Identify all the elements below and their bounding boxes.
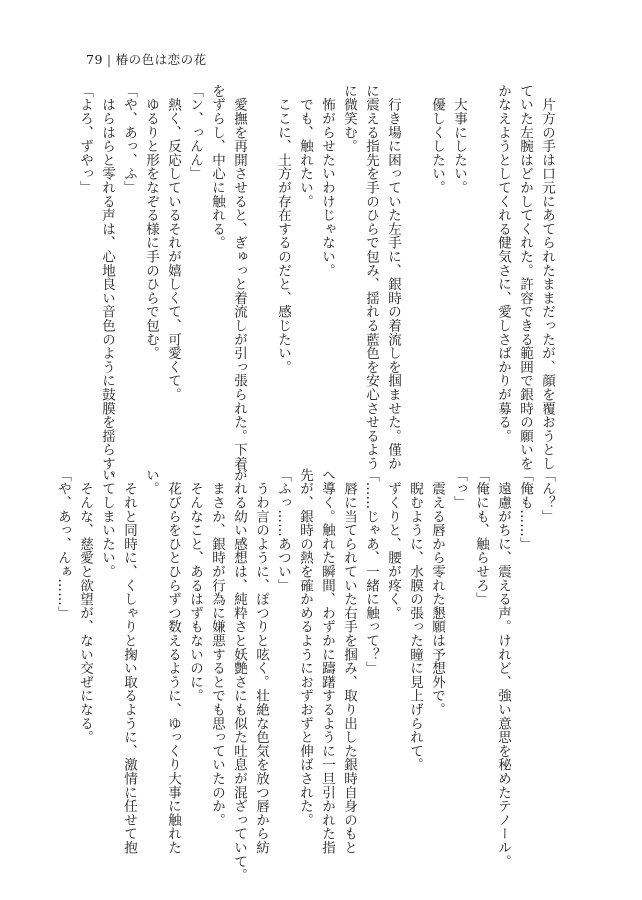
text-line: 片方の手は口元にあてられたままだったが、顔を覆おうとし bbox=[539, 84, 555, 471]
text-line: 遠慮がちに、震える声。けれど、強い意思を秘めたテノール。 bbox=[495, 468, 511, 869]
dialogue-line: 「ん？」 bbox=[539, 468, 555, 524]
text-line: それと同時に、くしゃりと掬い取るように、激情に任せて抱 bbox=[121, 468, 137, 855]
blank-line bbox=[250, 84, 272, 436]
text-line: かなえようとしてくれる健気さに、愛しさばかりが募る。 bbox=[495, 84, 511, 443]
dialogue-line: 「ふっ……あつい」 bbox=[275, 468, 291, 593]
text-block-lower bbox=[55, 468, 558, 882]
dialogue-line: 「っ」 bbox=[451, 468, 467, 510]
text-line: でも、触れたい。 bbox=[297, 84, 313, 209]
text-block-upper bbox=[77, 84, 558, 485]
text-line: まさか、銀時が行為に嫌悪するとでも思っていたのか。 bbox=[209, 468, 225, 827]
text-line: に震える指先を手のひらで包み、揺れる藍色を安心させるよう bbox=[363, 84, 379, 471]
text-line: はらはらと零れる声は、心地良い音色のように鼓膜を揺らす。 bbox=[99, 84, 115, 485]
text-line: 大事にしたい。 bbox=[451, 84, 467, 195]
header-separator: | bbox=[106, 52, 112, 67]
text-line: 行き場に困っていた左手に、銀時の着流しを掴ませた。僅か bbox=[385, 84, 401, 471]
dialogue-line: 「俺も……」 bbox=[517, 468, 533, 551]
text-line: 先が、銀時の熱を確かめるようにおずおずと伸ばされた。 bbox=[297, 468, 313, 827]
text-line: うわ言のように、ぽつりと呟く。壮絶な色気を放つ唇から紡 bbox=[253, 468, 269, 855]
text-line: へ導く。触れた瞬間、わずかに躊躇するように一旦引かれた指 bbox=[319, 468, 335, 855]
text-line: がれる幼い感想は、純粋さと妖艶さにも似た吐息が混ざっていて。 bbox=[231, 468, 247, 882]
text-line: いてしまいたい。 bbox=[99, 468, 115, 579]
dialogue-line: 「や、あっ、んぁ……」 bbox=[55, 468, 71, 620]
text-line: い。 bbox=[143, 468, 159, 496]
text-line: そんな、慈愛と欲望が、ない交ぜになる。 bbox=[77, 468, 93, 744]
text-line: ずくりと、腰が疼く。 bbox=[385, 468, 401, 620]
text-line: 震える唇から零れた懇願は予想外で。 bbox=[429, 468, 445, 717]
text-line: 唇に当てられていた右手を掴み、取り出した銀時自身のもと bbox=[341, 468, 357, 855]
blank-line bbox=[404, 84, 426, 436]
text-line: 熱く、反応しているそれが嬉しくて、可愛くて。 bbox=[165, 84, 181, 402]
dialogue-line: 「よろ、ずやっ」 bbox=[77, 84, 93, 195]
text-line: ていた左腕はどかしてくれた。許容できる範囲で銀時の願いを bbox=[517, 84, 533, 471]
dialogue-line: 「や、あっ、ふ」 bbox=[121, 84, 137, 195]
text-line: ゆるりと形をなぞる様に手のひらで包む。 bbox=[143, 84, 159, 360]
dialogue-line: 「ン、っんん」 bbox=[187, 84, 203, 181]
text-line: 愛撫を再開させると、ぎゅっと着流しが引っ張られた。下着 bbox=[231, 84, 247, 471]
text-line: そんなこと、あるはずもないのに。 bbox=[187, 468, 203, 703]
text-line: に微笑む。 bbox=[341, 84, 357, 153]
text-line: 花びらをひとひらずつ数えるように、ゆっくり大事に触れた bbox=[165, 468, 181, 855]
dialogue-line: 「……じゃあ、一緒に触って？」 bbox=[363, 468, 379, 675]
text-line: ここに、土方が存在するのだと、感じたい。 bbox=[275, 84, 291, 374]
text-line: 優しくしたい。 bbox=[429, 84, 445, 195]
page-number: 79 bbox=[86, 52, 103, 67]
text-line: 怖がらせたいわけじゃない。 bbox=[319, 84, 335, 278]
blank-line bbox=[470, 84, 492, 436]
dialogue-line: 「俺にも、触らせろ」 bbox=[473, 468, 489, 606]
text-line: をずらし、中心に触れる。 bbox=[209, 84, 225, 250]
text-line: 睨むように、水膜の張った瞳に見上げられて。 bbox=[407, 468, 423, 772]
book-title: 椿の色は恋の花 bbox=[115, 52, 207, 67]
running-header bbox=[86, 50, 207, 68]
